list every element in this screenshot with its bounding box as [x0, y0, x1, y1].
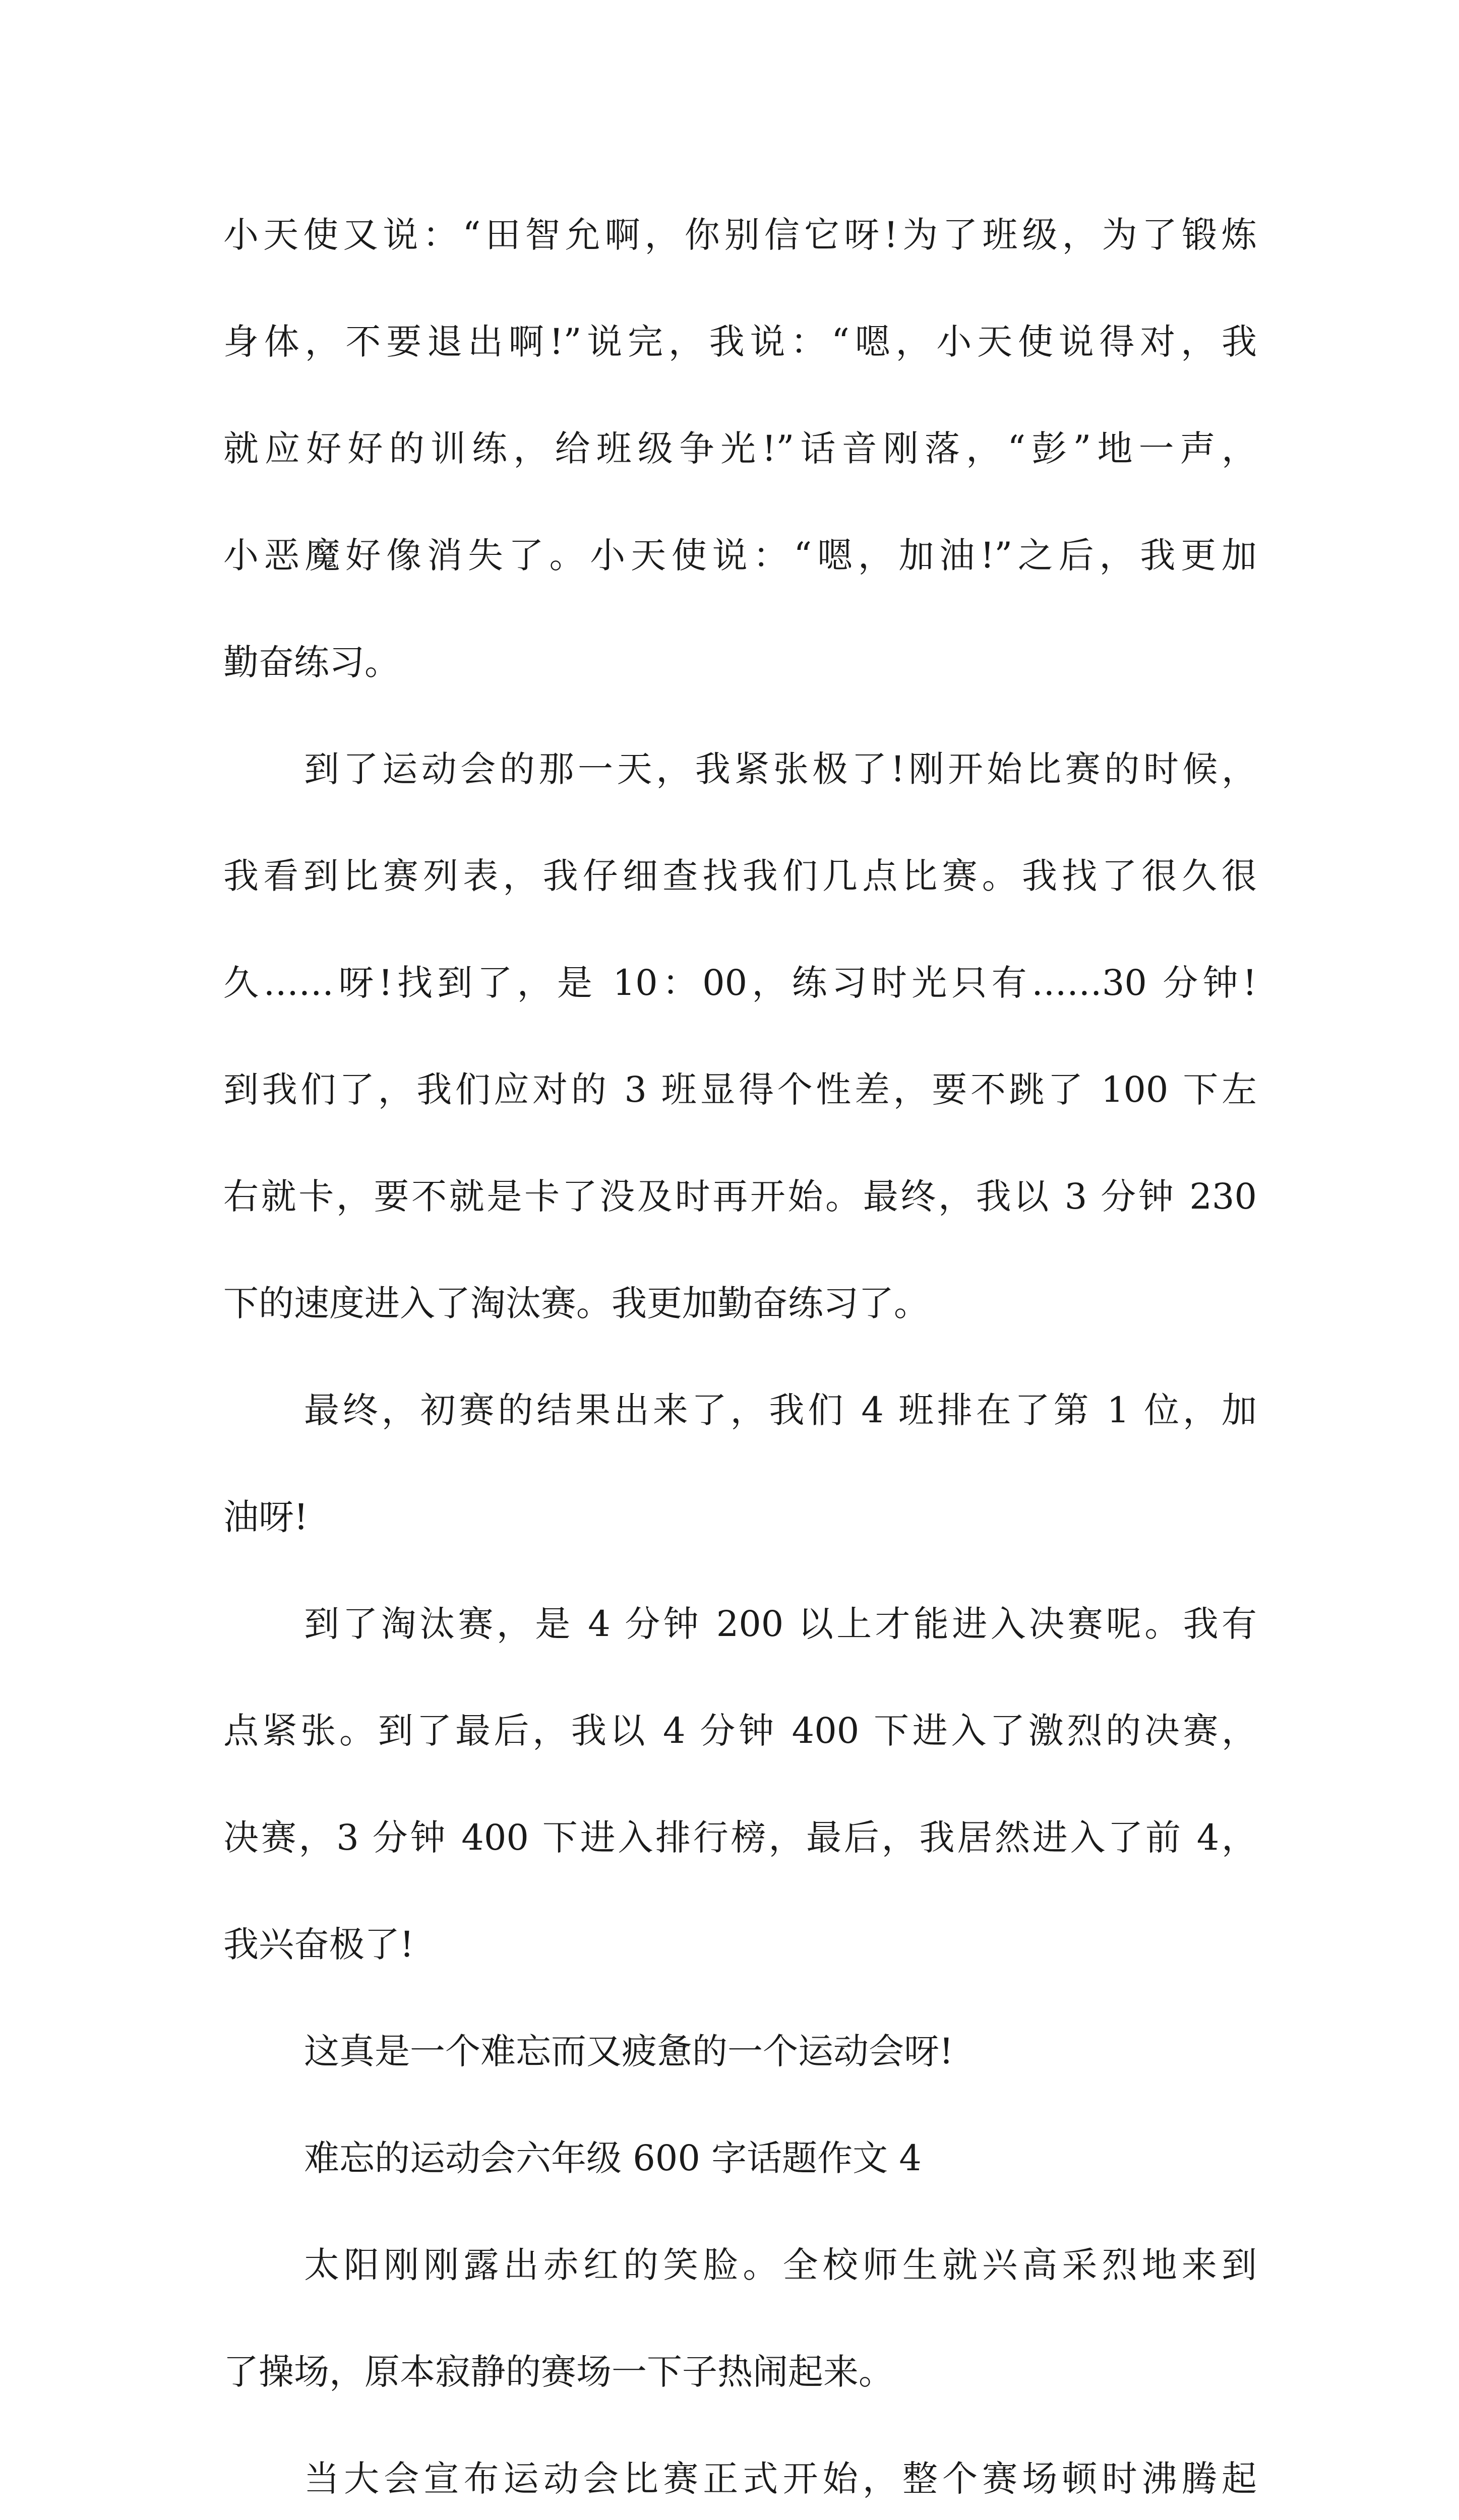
- paragraph-line: 了操场，原本寂静的赛场一下子热闹起来。: [223, 2351, 894, 2392]
- paragraph-line: 勤奋练习。: [223, 642, 400, 683]
- paragraph-first-line: 最终，初赛的结果出来了，我们 4 班排在了第 1 位，加: [304, 1390, 1257, 1431]
- paragraph-line: 小恶魔好像消失了。小天使说：“嗯，加油!”之后，我更加: [223, 535, 1257, 576]
- paragraph-line: 点紧张。到了最后，我以 4 分钟 400 下进入了激烈的决赛，: [223, 1710, 1257, 1751]
- paragraph-first-line: 太阳刚刚露出赤红的笑脸。全校师生就兴高采烈地来到: [304, 2244, 1257, 2286]
- paragraph-line: 我看到比赛列表，我仔细查找我们几点比赛。我找了很久很: [223, 855, 1257, 897]
- paragraph-line: 就应好好的训练，给班级争光!”话音刚落，“彭”地一声，: [223, 428, 1257, 469]
- paragraph-line: 我兴奋极了!: [223, 1924, 414, 1965]
- paragraph-line: 久……呀!找到了，是 10：00，练习时光只有……30 分钟!: [223, 962, 1257, 1003]
- paragraph-first-line: 这真是一个难忘而又疲惫的一个运动会呀!: [304, 2031, 954, 2072]
- paragraph-line: 身体，不要退出啊!”说完，我说：“嗯，小天使说得对，我: [223, 321, 1257, 362]
- paragraph-line: 油呀!: [223, 1496, 309, 1538]
- paragraph-line: 右就卡，要不就是卡了没及时再开始。最终，我以 3 分钟 230: [223, 1176, 1257, 1217]
- paragraph-line: 下的速度进入了淘汰赛。我更加勤奋练习了。: [223, 1283, 929, 1324]
- paragraph-first-line: 当大会宣布运动会比赛正式开始，整个赛场顿时沸腾起: [304, 2458, 1257, 2499]
- paragraph-first-line: 到了运动会的那一天，我紧张极了!刚开始比赛的时候，: [304, 748, 1257, 790]
- essay-title: 难忘的运动会六年级 600 字话题作文 4: [304, 2137, 922, 2179]
- document-body: [223, 181, 1257, 2520]
- paragraph-line: 小天使又说：“田智允啊，你别信它呀!为了班级，为了锻炼: [223, 214, 1257, 256]
- paragraph-line: 到我们了，我们应对的 3 班显得个性差，要不跳了 100 下左: [223, 1069, 1257, 1110]
- paragraph-line: 决赛，3 分钟 400 下进入排行榜，最后，我居然进入了前 4，: [223, 1817, 1257, 1858]
- paragraph-first-line: 到了淘汰赛，是 4 分钟 200 以上才能进入决赛呢。我有: [304, 1603, 1257, 1645]
